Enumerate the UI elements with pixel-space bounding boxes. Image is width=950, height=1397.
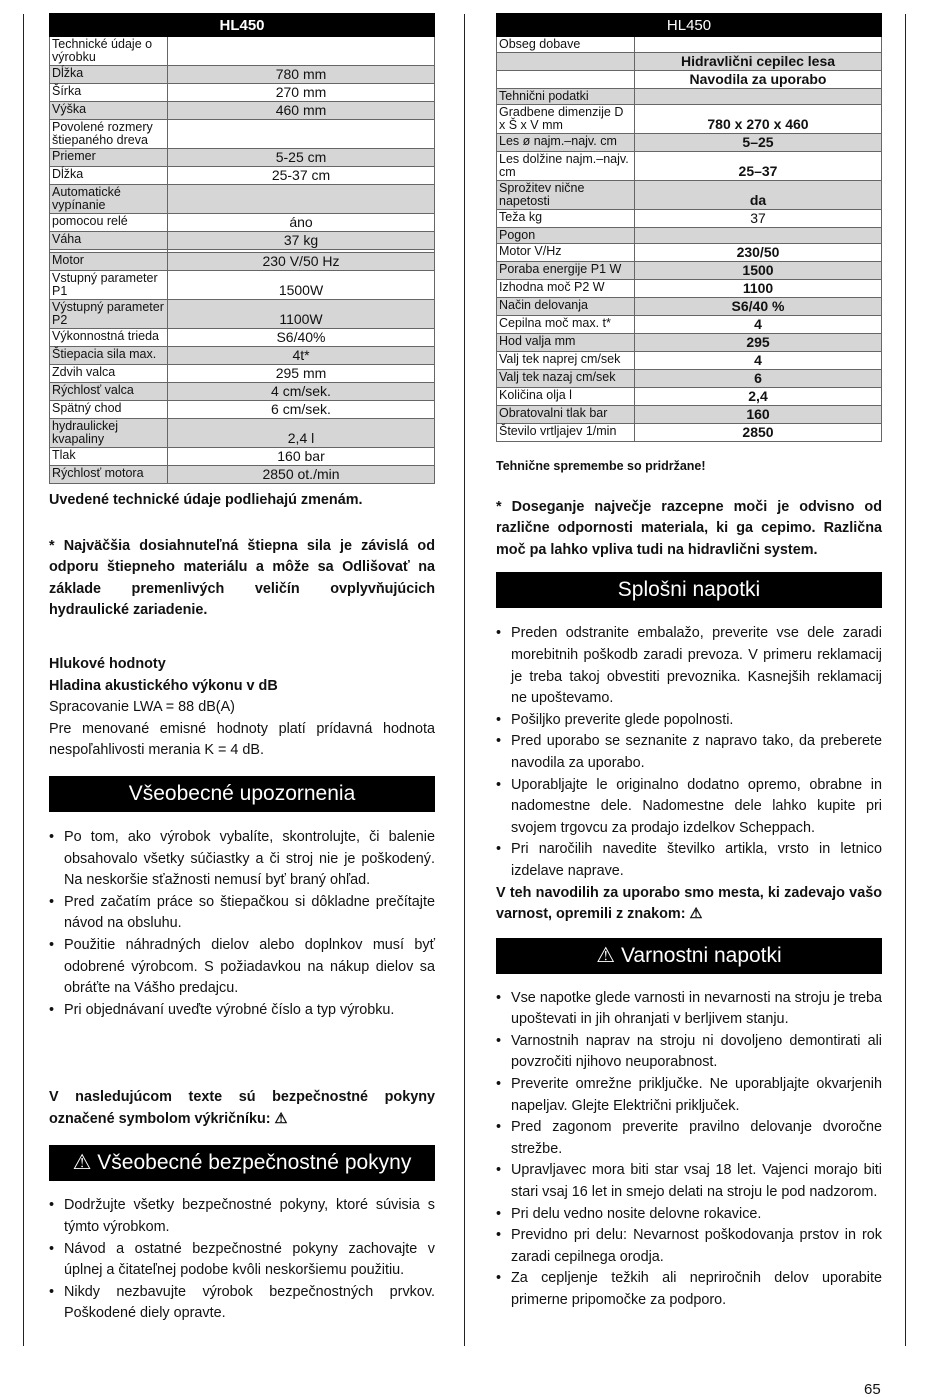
list-item [49, 892, 435, 935]
noise-subheading: Hladina akustického výkonu v dB [49, 677, 278, 694]
spec-row [497, 298, 882, 316]
spec-label: Motor V/Hz [497, 244, 635, 262]
spec-row [497, 53, 882, 71]
spec-label: Vstupný parameter P1 [50, 271, 168, 300]
spec-row [50, 347, 435, 365]
spec-value: 780 mm [168, 66, 435, 84]
list-item-text: Uporabljajte le originalno dodatno opremo, obrabne in nadomestne dele. Nadomestne dele lahko kupite pri svojem trgovcu za prodajo izdelkov Scheppach. [511, 776, 882, 836]
spec-row [50, 84, 435, 102]
spec-label: Obseg dobave [497, 37, 635, 53]
list-item [496, 731, 882, 774]
spec-value: 25–37 [635, 152, 882, 181]
spec-value: 37 kg [168, 232, 435, 250]
spec-label: Rýchlosť motora [50, 466, 168, 484]
spec-row [50, 232, 435, 250]
spec-value: da [635, 181, 882, 210]
spec-row [50, 448, 435, 466]
spec-row [497, 210, 882, 228]
list-item-text: Vse napotke glede varnosti in nevarnosti na stroju je treba upoštevati in jih ohranjati v berljivem stanju. [511, 989, 882, 1028]
general-notes-list [49, 827, 435, 1021]
warning-triangle-icon: ⚠ [72, 1151, 92, 1175]
spec-value: 460 mm [168, 102, 435, 120]
list-item [496, 1117, 882, 1160]
bullet-icon: • [496, 989, 502, 1006]
spec-label: Pogon [497, 228, 635, 244]
spec-value [635, 228, 882, 244]
spec-table-sk [49, 13, 435, 484]
bullet-icon: • [496, 1205, 502, 1222]
spec-row [497, 370, 882, 388]
bullet-icon: • [49, 1240, 55, 1257]
spec-label: Zdvih valca [50, 365, 168, 383]
spec-row [50, 214, 435, 232]
spec-row [50, 365, 435, 383]
spec-row [497, 89, 882, 105]
bullet-icon: • [496, 711, 502, 728]
spec-value: 1100 [635, 280, 882, 298]
spec-row [50, 66, 435, 84]
list-item-text: Nikdy nezbavujte výrobok bezpečnostných prvkov. Poškodené diely opravte. [64, 1283, 435, 1322]
spec-label: Obratovalni tlak bar [497, 406, 635, 424]
spec-row [50, 300, 435, 329]
bullet-icon: • [496, 733, 502, 750]
spec-row [497, 244, 882, 262]
spec-label: Povolené rozmery štiepaného dreva [50, 120, 168, 149]
spec-row [50, 37, 435, 66]
right-column [496, 13, 882, 1312]
spec-label: Technické údaje o výrobku [50, 37, 168, 66]
spec-row [497, 71, 882, 89]
list-item-text: Upravljavec mora biti star vsaj 18 let. Vajenci morajo biti stari vsaj 16 let in smejo delati na stroju le pod nadzorom. [511, 1162, 882, 1201]
spec-value: 230/50 [635, 244, 882, 262]
list-item [49, 1195, 435, 1238]
spec-value: 4t* [168, 347, 435, 365]
spec-label: Valj tek naprej cm/sek [497, 352, 635, 370]
right-margin-rule [905, 14, 906, 1346]
spec-row [50, 383, 435, 401]
spec-value: S6/40 % [635, 298, 882, 316]
spec-row [497, 37, 882, 53]
spec-row [50, 167, 435, 185]
warning-triangle-icon: ⚠ [596, 943, 616, 967]
footnote: * Najväčšia dosiahnuteľná štiepna sila je závislá od odporu štiepneho materiálu a môže sa Odlišovať na základe premenlivých veličín ovplyvňujúcich hydraulické zariadenie. [49, 537, 435, 619]
spec-label: Štiepacia sila max. [50, 347, 168, 365]
spec-row [497, 352, 882, 370]
list-item-text: Po tom, ako výrobok vybalíte, skontrolujte, či balenie obsahovalo všetky súčiastky a či stroj nie je poškodený. Na neskoršie sťažnosti nemusí byť braný ohľad. [64, 828, 435, 889]
spec-value: 1500 [635, 262, 882, 280]
list-item-text: Za cepljenje težkih ali nepriročnih delov uporabite primerne pripomočke za podporo. [511, 1270, 882, 1308]
spec-label: Výstupný parameter P2 [50, 300, 168, 329]
spec-label: Količina olja l [497, 388, 635, 406]
section-banner-safety [49, 1145, 435, 1181]
spec-label: Šírka [50, 84, 168, 102]
spec-label: Výška [50, 102, 168, 120]
spec-label: Rýchlosť valca [50, 383, 168, 401]
spec-label: Poraba energije P1 W [497, 262, 635, 280]
footnote: * Doseganje največje razcepne moči je odvisno od različne odpornosti materiala, ki ga cepimo. Različna moč pa lahko vpliva tudi na hidravlični system. [496, 498, 882, 558]
note-changes: Tehnične spremembe so pridržane! [496, 459, 706, 473]
spec-label: hydraulickej kvapaliny [50, 419, 168, 448]
list-item-text: Pri naročilih navedite številko artikla, vrsto in letnico izdelave naprave. [511, 841, 882, 879]
spec-label: Automatické vypínanie [50, 185, 168, 214]
note-changes: Uvedené technické údaje podliehajú zmenám. [49, 492, 363, 508]
spec-value: 295 mm [168, 365, 435, 383]
spec-row [497, 262, 882, 280]
page-number: 65 [864, 1381, 881, 1397]
spec-value: 4 [635, 316, 882, 334]
spec-label: Teža kg [497, 210, 635, 228]
spec-row [497, 316, 882, 334]
list-item-text: Návod a ostatné bezpečnostné pokyny zachovajte v úplnej a čitateľnej podobe kvôli neskoršiemu použitiu. [64, 1240, 435, 1279]
bullet-icon: • [49, 893, 55, 910]
spec-value: 160 [635, 406, 882, 424]
bullet-icon: • [49, 1001, 55, 1018]
list-item-text: Previdno pri delu: Nevarnost poškodovanja prstov in rok zaradi cepilnega orodja. [511, 1227, 882, 1265]
list-item [49, 1239, 435, 1282]
spec-value: 2,4 [635, 388, 882, 406]
spec-label: Dĺžka [50, 167, 168, 185]
spec-row [497, 334, 882, 352]
spec-row [497, 280, 882, 298]
spec-label: Sprožitev nične napetosti [497, 181, 635, 210]
spec-value: 270 mm [168, 84, 435, 102]
bullet-icon: • [496, 1032, 502, 1049]
safety-notes-list [49, 1195, 435, 1325]
spec-value: S6/40% [168, 329, 435, 347]
section-banner-general-notes: Splošni napotki [496, 572, 882, 608]
list-item [496, 710, 882, 732]
bullet-icon: • [49, 936, 55, 953]
warning-triangle-icon: ⚠ [274, 1110, 288, 1127]
spec-label: Tehnični podatki [497, 89, 635, 105]
spec-value [168, 120, 435, 149]
list-item [496, 1204, 882, 1226]
left-margin-rule [23, 14, 24, 1346]
noise-heading: Hlukové hodnoty [49, 655, 166, 672]
banner-label: Všeobecné bezpečnostné pokyny [97, 1151, 412, 1175]
spec-row [50, 102, 435, 120]
list-item-text: Pred zagonom preverite pravilno delovanje dvoročne strežbe. [511, 1119, 882, 1157]
list-item [49, 1000, 435, 1022]
spec-value: 4 [635, 352, 882, 370]
spec-row [50, 253, 435, 271]
center-rule [464, 14, 465, 1346]
spec-value: 25-37 cm [168, 167, 435, 185]
spec-label: Motor [50, 253, 168, 271]
spec-row [497, 424, 882, 442]
list-item-text: Pred začatím práce so štiepačkou si dôkladne prečítajte návod na obsluhu. [64, 893, 435, 932]
spec-label: Tlak [50, 448, 168, 466]
spec-label: Výkonnostná trieda [50, 329, 168, 347]
list-item [496, 1074, 882, 1117]
spec-row [50, 329, 435, 347]
spec-row [497, 105, 882, 134]
spec-value: 5-25 cm [168, 149, 435, 167]
list-item [496, 988, 882, 1031]
spec-label: pomocou relé [50, 214, 168, 232]
spec-value: 2850 ot./min [168, 466, 435, 484]
symbol-note-text: V nasledujúcom texte sú bezpečnostné pokyny označené symbolom výkričníku: [49, 1089, 435, 1127]
bullet-icon: • [49, 1283, 55, 1300]
spec-row [50, 120, 435, 149]
spec-value: 6 [635, 370, 882, 388]
list-item [49, 827, 435, 892]
spec-label: Váha [50, 232, 168, 250]
bullet-icon: • [496, 1119, 502, 1136]
spec-label: Hod valja mm [497, 334, 635, 352]
symbol-note-text: V teh navodilih za uporabo smo mesta, ki zadevajo vašo varnost, opremili z znakom: [496, 884, 882, 923]
list-item [49, 935, 435, 1000]
bullet-icon: • [496, 1162, 502, 1179]
list-item [496, 1031, 882, 1074]
spec-row [50, 466, 435, 484]
spec-label: Les dolžine najm.–najv. cm [497, 152, 635, 181]
banner-label: Varnostni napotki [620, 943, 782, 967]
noise-section [49, 654, 435, 762]
bullet-icon: • [49, 1197, 55, 1214]
spec-row [497, 181, 882, 210]
safety-notes-list [496, 988, 882, 1312]
list-item-text: Použitie náhradných dielov alebo doplnkov musí byť odobrené výrobcom. S požiadavkou na nákup dielov sa obráťte na Vášho predajcu. [64, 936, 435, 997]
spec-row [50, 401, 435, 419]
section-banner-general-notes: Všeobecné upozornenia [49, 776, 435, 812]
spec-label [497, 53, 635, 71]
spec-value: 160 bar [168, 448, 435, 466]
spec-label: Način delovanja [497, 298, 635, 316]
list-item-text: Pri delu vedno nosite delovne rokavice. [511, 1205, 762, 1222]
spec-row [50, 419, 435, 448]
spec-label: Priemer [50, 149, 168, 167]
bullet-icon: • [49, 828, 55, 845]
spec-table-title: HL450 [497, 14, 882, 37]
bullet-icon: • [496, 841, 502, 858]
spec-row [497, 406, 882, 424]
spec-label: Spätný chod [50, 401, 168, 419]
bullet-icon: • [496, 1076, 502, 1093]
spec-label: Izhodna moč P2 W [497, 280, 635, 298]
spec-row [50, 271, 435, 300]
spec-label: Les ø najm.–najv. cm [497, 134, 635, 152]
list-item-text: Dodržujte všetky bezpečnostné pokyny, ktoré súvisia s týmto výrobkom. [64, 1197, 435, 1236]
list-item-text: Pošiljko preverite glede popolnosti. [511, 711, 734, 728]
spec-value [635, 37, 882, 53]
spec-value [168, 37, 435, 66]
general-notes-list [496, 623, 882, 882]
spec-value: 4 cm/sek. [168, 383, 435, 401]
bullet-icon: • [496, 776, 502, 793]
list-item-text: Varnostnih naprav na stroju ni dovoljeno demontirati ali povzročiti njihovo neuporabnost. [511, 1032, 882, 1071]
list-item [496, 623, 882, 709]
spec-row [497, 388, 882, 406]
spec-table-sl [496, 13, 882, 442]
spec-label: Cepilna moč max. t* [497, 316, 635, 334]
spec-value [168, 185, 435, 214]
list-item-text: Pred uporabo se seznanite z napravo tako, da preberete navodila za uporabo. [511, 733, 882, 771]
bullet-icon: • [496, 1227, 502, 1244]
spec-row [50, 149, 435, 167]
bullet-icon: • [496, 625, 502, 642]
spec-value: 6 cm/sek. [168, 401, 435, 419]
spec-value: 1500W [168, 271, 435, 300]
symbol-note [496, 883, 882, 926]
list-item [496, 1160, 882, 1203]
spec-row [50, 185, 435, 214]
spec-value: Navodila za uporabo [635, 71, 882, 89]
left-column [49, 13, 435, 1325]
list-item [496, 775, 882, 840]
spec-label: Valj tek nazaj cm/sek [497, 370, 635, 388]
symbol-note [49, 1087, 435, 1130]
spec-value: áno [168, 214, 435, 232]
spec-value: 37 [635, 210, 882, 228]
spec-label [497, 71, 635, 89]
spec-value: 230 V/50 Hz [168, 253, 435, 271]
spec-table-title: HL450 [50, 14, 435, 37]
spec-value: 780 x 270 x 460 [635, 105, 882, 134]
list-item [49, 1282, 435, 1325]
spec-value: 2,4 l [168, 419, 435, 448]
warning-triangle-icon: ⚠ [689, 906, 703, 923]
list-item-text: Preden odstranite embalažo, preverite vse dele zaradi morebitnih poškodb zaradi prevoza. V primeru reklamacij je treba takoj obvestiti prevoznika. Kasnejših reklamacij ne upoštevamo. [511, 625, 882, 707]
spec-value: 1100W [168, 300, 435, 329]
spec-label: Število vrtljajev 1/min [497, 424, 635, 442]
spec-row [497, 134, 882, 152]
bullet-icon: • [496, 1270, 502, 1287]
list-item-text: Pri objednávaní uveďte výrobné číslo a typ výrobku. [64, 1001, 395, 1018]
noise-note: Pre menované emisné hodnoty platí prídavná hodnota nespoľahlivosti merania K = 4 dB. [49, 720, 435, 759]
spec-value: 295 [635, 334, 882, 352]
spec-value: Hidravlični cepilec lesa [635, 53, 882, 71]
spec-value: 5–25 [635, 134, 882, 152]
section-banner-safety [496, 938, 882, 974]
noise-value: Spracovanie LWA = 88 dB(A) [49, 699, 235, 716]
list-item [496, 839, 882, 882]
spec-row [497, 228, 882, 244]
spec-value: 2850 [635, 424, 882, 442]
spec-label: Dĺžka [50, 66, 168, 84]
list-item [496, 1268, 882, 1311]
spec-label: Gradbene dimenzije D x Š x V mm [497, 105, 635, 134]
list-item [496, 1225, 882, 1268]
spec-row [497, 152, 882, 181]
list-item-text: Preverite omrežne priključke. Ne uporabljajte okvarjenih napeljav. Glejte Električni priključek. [511, 1076, 882, 1114]
spec-value [635, 89, 882, 105]
